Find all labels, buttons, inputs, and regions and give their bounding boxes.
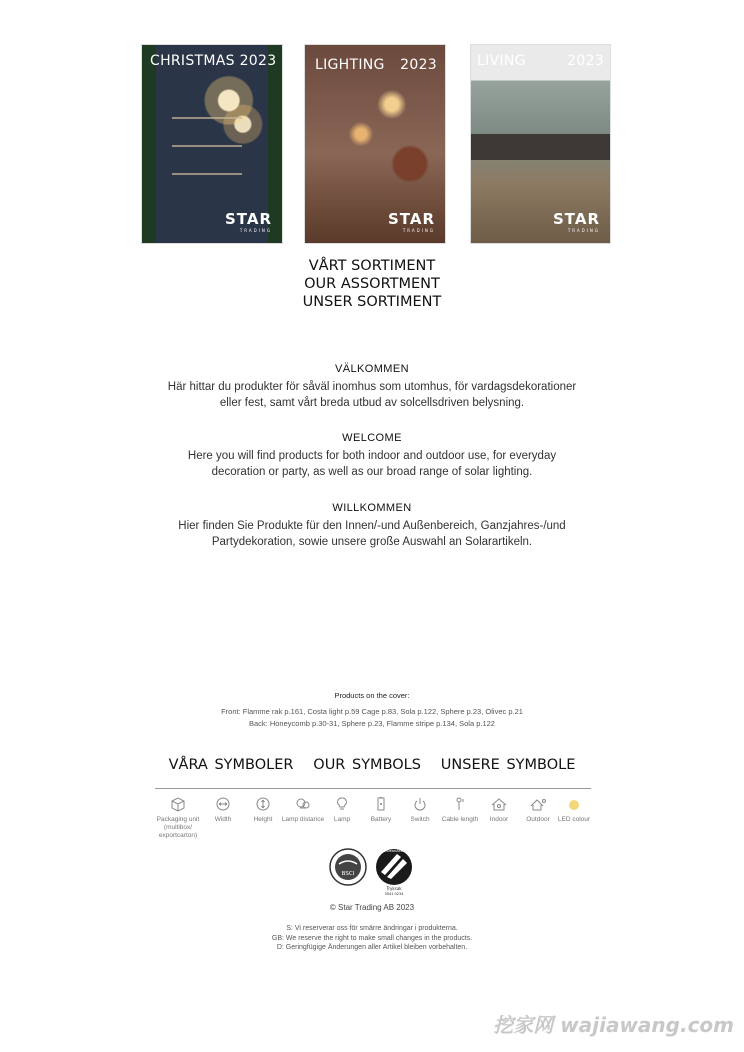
svg-text:SVANENMÄRKET: SVANENMÄRKET: [381, 849, 407, 853]
svg-text:3041 0234: 3041 0234: [384, 892, 404, 896]
bsci-logo: [329, 848, 367, 886]
symbol-switch: Switch: [398, 796, 442, 824]
symbols-title: VÅRA SYMBOLER OUR SYMBOLS UNSERE SYMBOLE: [168, 757, 576, 773]
section-heading: WELCOME: [342, 432, 402, 444]
symbol-packaging: Packaging unit (multibox/ exportcarton): [156, 796, 200, 840]
led-colour-icon: [565, 796, 583, 812]
section-text: Here you will find products for both indoor and outdoor use, for everyday decoration or party, as well as our broad range of solar lighting.: [187, 450, 557, 478]
assortment-line: UNSER SORTIMENT: [302, 294, 442, 310]
section-heading: WILLKOMMEN: [332, 502, 412, 514]
disclaimer-notes: [0, 924, 744, 953]
section-text: Hier finden Sie Produkte für den Innen/-und Außenbereich, Ganzjahres-/und Partydekoration, sowie unsere große Auswahl an Solarartikeln.: [178, 520, 566, 548]
cover-logo: STAR TRADING: [224, 210, 272, 233]
lamp-distance-icon: [294, 796, 312, 812]
packaging-icon: [169, 796, 187, 812]
cover-lighting: [305, 45, 445, 243]
cable-length-icon: [451, 796, 469, 812]
cover-year: 2023: [400, 57, 437, 73]
symbol-battery: Battery: [359, 796, 403, 824]
cover-year: 2023: [567, 53, 604, 69]
switch-icon: [411, 796, 429, 812]
symbol-outdoor: Outdoor: [516, 796, 560, 824]
cover-products-back: Back: Honeycomb p.30-31, Sphere p.23, Flamme stripe p.134, Sola p.122: [249, 719, 495, 728]
symbol-lamp-distance: Lamp distance: [281, 796, 325, 824]
symbol-height: Height: [241, 796, 285, 824]
cover-products-front: Front: Flamme rak p.161, Costa light p.59 Cage p.83, Sola p.122, Sphere p.23, Olivec p.21: [221, 707, 523, 716]
svg-text:Tryksak: Tryksak: [386, 886, 402, 891]
symbol-led-colour: LED colour: [552, 796, 596, 824]
welcome-section-de: [150, 502, 594, 550]
welcome-section-en: [150, 432, 594, 480]
note-line: D: Geringfügige Änderungen aller Artikel bleiben vorbehalten.: [276, 944, 468, 951]
symbol-cable-length: Cable length: [438, 796, 482, 824]
assortment-heading: [0, 257, 744, 311]
cover-title: LIGHTING: [315, 57, 385, 73]
watermark: 挖家网 wajiawang.com: [493, 1013, 734, 1037]
symbol-indoor: Indoor: [477, 796, 521, 824]
copyright: © Star Trading AB 2023: [329, 903, 415, 912]
cover-living: [471, 45, 610, 243]
cover-products-info: [0, 691, 744, 730]
note-line: S: Vi reserverar oss för smärre ändringar i produkterna.: [286, 925, 458, 932]
outdoor-icon: [529, 796, 547, 812]
swan-ecolabel-logo: [375, 848, 413, 896]
battery-icon: [372, 796, 390, 812]
cover-logo: STAR TRADING: [387, 210, 435, 233]
svg-text:BSCI: BSCI: [341, 871, 355, 877]
symbol-width: Width: [201, 796, 245, 824]
note-line: GB: We reserve the right to make small changes in the products.: [271, 934, 473, 942]
indoor-icon: [490, 796, 508, 812]
section-heading: VÄLKOMMEN: [335, 363, 409, 375]
assortment-line: VÅRT SORTIMENT: [308, 258, 436, 274]
cover-title: CHRISTMAS 2023: [150, 53, 277, 69]
symbols-divider: [155, 788, 591, 789]
assortment-line: OUR ASSORTMENT: [304, 276, 440, 292]
symbol-lamp: Lamp: [320, 796, 364, 824]
cover-christmas: [142, 45, 282, 243]
cover-products-label: Products on the cover:: [334, 691, 410, 700]
height-icon: [254, 796, 272, 812]
cover-logo: STAR TRADING: [552, 210, 600, 233]
cover-title: LIVING: [477, 53, 526, 69]
lamp-icon: [333, 796, 351, 812]
section-text: Här hittar du produkter för såväl inomhus som utomhus, för vardagsdekorationer eller fest, samt vårt breda utbud av solcellsdriven belysning.: [167, 381, 577, 409]
welcome-section-sv: [150, 363, 594, 411]
width-icon: [214, 796, 232, 812]
